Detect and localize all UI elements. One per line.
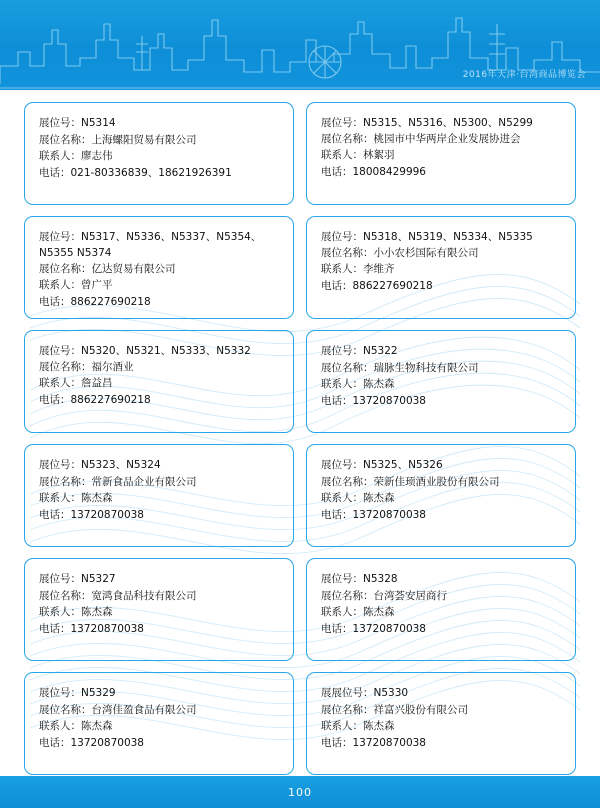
contact-row bbox=[39, 604, 283, 621]
booth-no-row bbox=[39, 343, 283, 359]
booth-name-label: 展位名称： bbox=[321, 362, 374, 374]
booth-name-row bbox=[321, 131, 565, 147]
booth-name-value: 台湾佳盈食品有限公司 bbox=[91, 704, 197, 716]
phone-value: 886227690218 bbox=[70, 296, 151, 308]
booth-no-value: N5317、N5336、N5337、N5354、N5355 N5374 bbox=[39, 231, 262, 259]
page-body bbox=[0, 90, 600, 808]
phone-value: 886227690218 bbox=[70, 394, 151, 406]
exhibitor-card[interactable] bbox=[306, 216, 576, 319]
phone-row bbox=[321, 735, 565, 752]
phone-label: 电话： bbox=[321, 623, 353, 635]
contact-row bbox=[321, 490, 565, 507]
booth-name-label: 展位名称： bbox=[321, 247, 374, 259]
phone-row bbox=[39, 294, 283, 311]
contact-value: 陈杰森 bbox=[81, 492, 113, 504]
contact-value: 陈杰森 bbox=[363, 606, 395, 618]
phone-value: 13720870038 bbox=[352, 395, 426, 407]
contact-label: 联系人： bbox=[39, 377, 81, 389]
booth-name-label: 展位名称： bbox=[39, 263, 92, 275]
contact-value: 陈杰森 bbox=[363, 492, 395, 504]
contact-row bbox=[321, 147, 565, 164]
booth-no-value: N5323、N5324 bbox=[81, 459, 161, 471]
booth-name-value: 祥富兴股份有限公司 bbox=[373, 704, 468, 716]
exhibitor-card[interactable] bbox=[306, 444, 576, 547]
phone-row bbox=[321, 278, 565, 295]
phone-label: 电话： bbox=[39, 296, 71, 308]
phone-value: 13720870038 bbox=[70, 509, 144, 521]
exhibitor-card[interactable] bbox=[24, 330, 294, 433]
phone-value: 886227690218 bbox=[352, 280, 433, 292]
contact-label: 联系人： bbox=[321, 606, 363, 618]
phone-row bbox=[321, 507, 565, 524]
booth-name-value: 小小农杉国际有限公司 bbox=[373, 247, 479, 259]
phone-value: 13720870038 bbox=[352, 737, 426, 749]
exhibitor-card[interactable] bbox=[306, 102, 576, 205]
booth-no-label: 展位号： bbox=[39, 459, 81, 471]
booth-no-label: 展位号： bbox=[39, 231, 81, 243]
exhibitor-card[interactable] bbox=[24, 558, 294, 661]
booth-no-label: 展位号： bbox=[321, 573, 363, 585]
contact-row bbox=[321, 261, 565, 278]
contact-label: 联系人： bbox=[39, 279, 81, 291]
contact-value: 廖志伟 bbox=[81, 150, 113, 162]
exhibitor-card-grid bbox=[0, 90, 600, 775]
page-footer bbox=[0, 776, 600, 808]
booth-no-row bbox=[39, 685, 283, 702]
contact-value: 陈杰森 bbox=[81, 720, 113, 732]
contact-row bbox=[39, 148, 283, 165]
booth-no-label: 展位号： bbox=[321, 117, 363, 129]
exhibitor-card[interactable] bbox=[24, 672, 294, 775]
phone-value: 13720870038 bbox=[352, 509, 426, 521]
booth-no-value: N5314 bbox=[81, 117, 116, 129]
contact-row bbox=[321, 604, 565, 621]
booth-name-label: 展位名称： bbox=[39, 134, 92, 146]
booth-no-row bbox=[39, 571, 283, 588]
phone-value: 13720870038 bbox=[70, 623, 144, 635]
booth-no-label: 展位号： bbox=[321, 231, 363, 243]
booth-name-value: 荣新佳顼酒业股份有限公司 bbox=[373, 476, 500, 488]
booth-no-label: 展位号： bbox=[321, 459, 363, 471]
booth-no-value: N5325、N5326 bbox=[363, 459, 443, 471]
phone-label: 电话： bbox=[321, 166, 353, 178]
contact-row bbox=[39, 490, 283, 507]
phone-label: 电话： bbox=[39, 737, 71, 749]
booth-name-row bbox=[321, 588, 565, 604]
phone-row bbox=[39, 507, 283, 524]
booth-no-value: N5328 bbox=[363, 573, 398, 585]
booth-no-row bbox=[321, 343, 565, 360]
booth-no-label: 展位号： bbox=[321, 345, 363, 357]
booth-no-row bbox=[39, 115, 283, 132]
phone-value: 13720870038 bbox=[352, 623, 426, 635]
phone-row bbox=[321, 393, 565, 410]
exhibitor-card[interactable] bbox=[306, 672, 576, 775]
contact-label: 联系人： bbox=[39, 150, 81, 162]
phone-row bbox=[321, 164, 565, 181]
booth-name-label: 展位名称： bbox=[39, 361, 92, 373]
booth-no-row bbox=[39, 457, 283, 474]
phone-row bbox=[39, 735, 283, 752]
exhibitor-card[interactable] bbox=[306, 558, 576, 661]
event-brand-text: 2016年天津·台湾商品博览会 bbox=[462, 70, 586, 80]
booth-no-row bbox=[39, 229, 283, 261]
exhibitor-card[interactable] bbox=[24, 102, 294, 205]
contact-row bbox=[39, 277, 283, 294]
booth-name-value: 瑞脉生物科技有限公司 bbox=[373, 362, 479, 374]
booth-name-row bbox=[321, 474, 565, 490]
booth-no-value: N5320、N5321、N5333、N5332 bbox=[81, 345, 251, 357]
booth-name-label: 展位名称： bbox=[321, 704, 374, 716]
exhibitor-card[interactable] bbox=[306, 330, 576, 433]
exhibitor-card[interactable] bbox=[24, 444, 294, 547]
phone-label: 电话： bbox=[321, 395, 353, 407]
phone-label: 电话： bbox=[39, 623, 71, 635]
booth-no-value: N5329 bbox=[81, 687, 116, 699]
booth-name-value: 常新食品企业有限公司 bbox=[91, 476, 197, 488]
contact-value: 陈杰森 bbox=[363, 720, 395, 732]
booth-no-label: 展位号： bbox=[39, 687, 81, 699]
booth-no-label: 展展位号： bbox=[321, 687, 374, 699]
contact-label: 联系人： bbox=[39, 492, 81, 504]
booth-no-row bbox=[321, 571, 565, 588]
booth-name-row bbox=[39, 261, 283, 277]
booth-name-value: 亿达贸易有限公司 bbox=[91, 263, 176, 275]
booth-no-row bbox=[321, 229, 565, 245]
booth-no-value: N5322 bbox=[363, 345, 398, 357]
phone-value: 18008429996 bbox=[352, 166, 426, 178]
booth-name-label: 展位名称： bbox=[39, 590, 92, 602]
phone-row bbox=[39, 392, 283, 409]
exhibitor-card[interactable] bbox=[24, 216, 294, 319]
booth-name-label: 展位名称： bbox=[39, 704, 92, 716]
phone-label: 电话： bbox=[321, 509, 353, 521]
phone-value: 13720870038 bbox=[70, 737, 144, 749]
contact-row bbox=[39, 718, 283, 735]
booth-name-row bbox=[39, 359, 283, 375]
contact-label: 联系人： bbox=[321, 378, 363, 390]
booth-name-value: 台湾荟安居商行 bbox=[373, 590, 447, 602]
booth-no-value: N5315、N5316、N5300、N5299 bbox=[363, 117, 533, 129]
contact-label: 联系人： bbox=[39, 720, 81, 732]
phone-label: 电话： bbox=[39, 394, 71, 406]
contact-value: 林絮羽 bbox=[363, 149, 395, 161]
booth-no-value: N5330 bbox=[373, 687, 409, 699]
booth-no-row bbox=[321, 457, 565, 474]
booth-no-row bbox=[321, 685, 565, 702]
booth-name-label: 展位名称： bbox=[321, 476, 374, 488]
contact-value: 陈杰森 bbox=[81, 606, 113, 618]
page-header bbox=[0, 0, 600, 90]
contact-value: 詹益昌 bbox=[81, 377, 113, 389]
booth-name-row bbox=[39, 132, 283, 148]
booth-name-label: 展位名称： bbox=[39, 476, 92, 488]
booth-name-row bbox=[39, 588, 283, 604]
contact-row bbox=[321, 376, 565, 393]
booth-name-row bbox=[321, 360, 565, 376]
contact-label: 联系人： bbox=[321, 149, 363, 161]
contact-label: 联系人： bbox=[39, 606, 81, 618]
booth-name-row bbox=[39, 474, 283, 490]
page-number: 100 bbox=[288, 785, 312, 799]
booth-no-row bbox=[321, 115, 565, 131]
phone-label: 电话： bbox=[39, 509, 71, 521]
booth-name-label: 展位名称： bbox=[321, 133, 374, 145]
phone-label: 电话： bbox=[321, 280, 353, 292]
contact-row bbox=[39, 375, 283, 392]
contact-label: 联系人： bbox=[321, 492, 363, 504]
contact-row bbox=[321, 718, 565, 735]
booth-no-label: 展位号： bbox=[39, 573, 81, 585]
phone-label: 电话： bbox=[39, 167, 71, 179]
contact-value: 曾广平 bbox=[81, 279, 113, 291]
booth-name-value: 宽鸿食品科技有限公司 bbox=[91, 590, 197, 602]
phone-value: 021-80336839、18621926391 bbox=[70, 167, 232, 179]
booth-name-row bbox=[321, 245, 565, 261]
booth-name-row bbox=[321, 702, 565, 718]
contact-value: 陈杰森 bbox=[363, 378, 395, 390]
phone-row bbox=[39, 165, 283, 182]
phone-row bbox=[321, 621, 565, 638]
booth-name-label: 展位名称： bbox=[321, 590, 374, 602]
phone-label: 电话： bbox=[321, 737, 353, 749]
phone-row bbox=[39, 621, 283, 638]
contact-label: 联系人： bbox=[321, 720, 363, 732]
booth-no-label: 展位号： bbox=[39, 117, 81, 129]
contact-label: 联系人： bbox=[321, 263, 363, 275]
booth-name-value: 上海螺阳贸易有限公司 bbox=[91, 134, 197, 146]
booth-no-value: N5327 bbox=[81, 573, 116, 585]
booth-no-value: N5318、N5319、N5334、N5335 bbox=[363, 231, 533, 243]
booth-name-row bbox=[39, 702, 283, 718]
booth-no-label: 展位号： bbox=[39, 345, 81, 357]
booth-name-value: 桃园市中华两岸企业发展协进会 bbox=[373, 133, 521, 145]
booth-name-value: 福尔酒业 bbox=[91, 361, 134, 373]
contact-value: 李维齐 bbox=[363, 263, 395, 275]
